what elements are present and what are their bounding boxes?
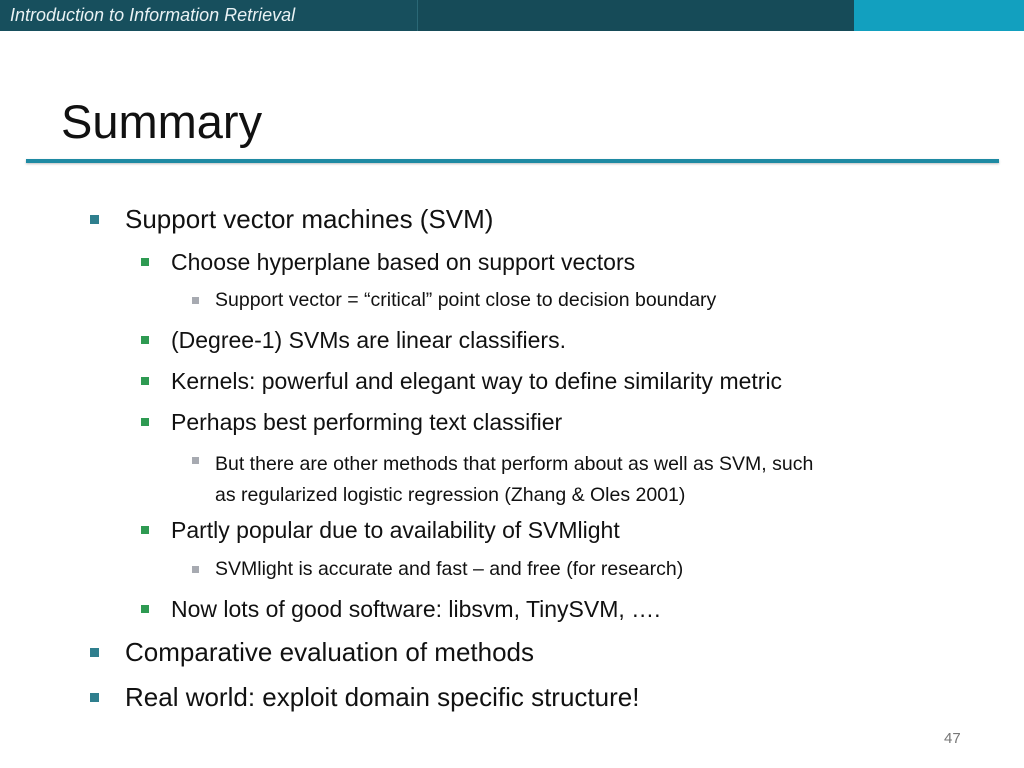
bullet-item-level2	[171, 409, 562, 436]
bullet-text: Comparative evaluation of methods	[125, 637, 535, 667]
bullet-item-level3	[215, 289, 716, 312]
square-bullet-icon	[90, 693, 99, 702]
square-bullet-icon	[192, 566, 199, 573]
bullet-item-level2	[171, 596, 661, 623]
square-bullet-icon	[141, 605, 149, 613]
bullet-item-level2	[171, 249, 635, 276]
square-bullet-icon	[141, 258, 149, 266]
bullet-item-level2	[171, 327, 566, 354]
bullet-text: SVMlight is accurate and fast – and free (for research)	[215, 558, 684, 580]
square-bullet-icon	[141, 377, 149, 385]
bullet-text: Kernels: powerful and elegant way to define similarity metric	[171, 368, 783, 394]
bullet-item-level2	[171, 368, 782, 395]
bullet-item-level2	[171, 517, 620, 544]
square-bullet-icon	[90, 648, 99, 657]
slide-title: Summary	[61, 95, 263, 148]
bullet-text: Real world: exploit domain specific structure!	[125, 682, 640, 712]
bullet-item-level1	[125, 204, 493, 235]
bullet-text: But there are other methods that perform about as well as SVM, such	[215, 453, 814, 475]
square-bullet-icon	[141, 418, 149, 426]
bullet-text: (Degree-1) SVMs are linear classifiers.	[171, 327, 566, 353]
header-title: Introduction to Information Retrieval	[10, 5, 296, 25]
bullet-item-level1	[125, 637, 534, 668]
bullet-text: Partly popular due to availability of SVMlight	[171, 517, 620, 543]
square-bullet-icon	[90, 215, 99, 224]
bullet-item-level1	[125, 682, 639, 713]
square-bullet-icon	[192, 297, 199, 304]
square-bullet-icon	[192, 457, 199, 464]
bullet-text: Support vector machines (SVM)	[125, 204, 494, 234]
bullet-text-continuation: as regularized logistic regression (Zhang & Oles 2001)	[215, 484, 686, 506]
square-bullet-icon	[141, 526, 149, 534]
bullet-text: Perhaps best performing text classifier	[171, 409, 563, 435]
bullet-item-level3	[215, 449, 813, 511]
bullet-text: Support vector = “critical” point close to decision boundary	[215, 289, 717, 311]
page-number: 47	[944, 730, 961, 747]
square-bullet-icon	[141, 336, 149, 344]
bullet-item-level3	[215, 558, 683, 581]
bullet-text: Choose hyperplane based on support vectors	[171, 249, 636, 275]
bullet-text: Now lots of good software: libsvm, TinySVM, ….	[171, 596, 661, 622]
